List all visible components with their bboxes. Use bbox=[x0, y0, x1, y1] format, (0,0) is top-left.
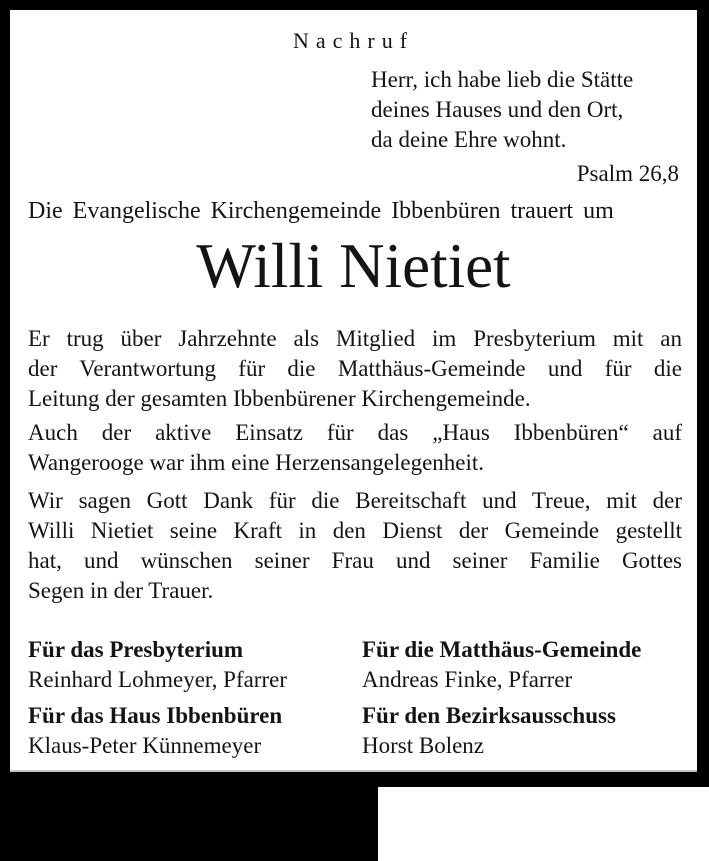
paragraph-line: hat, und wünschen seiner Frau und seiner Familie Gottes bbox=[28, 548, 682, 573]
paragraph-line: Wangerooge war ihm eine Herzensangelegenheit. bbox=[28, 450, 485, 475]
scripture-line: deines Hauses und den Ort, bbox=[371, 97, 624, 122]
paragraph-line: Segen in der Trauer. bbox=[28, 578, 214, 603]
scripture-line: da deine Ehre wohnt. bbox=[371, 127, 567, 152]
signature-entry bbox=[362, 635, 682, 695]
paragraph-line: Leitung der gesamten Ibbenbürener Kirchengemeinde. bbox=[28, 386, 531, 411]
signature-entry bbox=[362, 701, 682, 761]
kicker-heading: Nachruf bbox=[292, 28, 415, 53]
deceased-name: Willi Nietiet bbox=[196, 231, 511, 301]
signature-name: Horst Bolenz bbox=[362, 733, 485, 758]
scripture-line: Herr, ich habe lieb die Stätte bbox=[371, 67, 634, 92]
signature-entry bbox=[28, 635, 362, 695]
signature-role: Für das Presbyterium bbox=[28, 637, 244, 662]
intro-line: Die Evangelische Kirchengemeinde Ibbenbüren trauert um bbox=[28, 198, 614, 224]
paragraph bbox=[28, 486, 682, 606]
signature-name: Andreas Finke, Pfarrer bbox=[362, 667, 573, 692]
signature-columns bbox=[28, 635, 682, 767]
scripture-attribution: Psalm 26,8 bbox=[576, 161, 679, 186]
paragraph-line: der Verantwortung für die Matthäus-Gemeinde und für die bbox=[28, 356, 682, 381]
paragraph-line: Er trug über Jahrzehnte als Mitglied im Presbyterium mit an bbox=[28, 326, 682, 351]
signature-name: Klaus-Peter Künnemeyer bbox=[28, 733, 262, 758]
signature-column-right bbox=[362, 635, 682, 767]
adjacent-page-corner bbox=[378, 787, 709, 861]
signature-role: Für die Matthäus-Gemeinde bbox=[362, 637, 642, 662]
signature-name: Reinhard Lohmeyer, Pfarrer bbox=[28, 667, 287, 692]
paragraph-line: Auch der aktive Einsatz für das „Haus Ibbenbüren“ auf bbox=[28, 420, 682, 445]
paragraph bbox=[28, 418, 682, 478]
body-paragraphs bbox=[28, 324, 682, 610]
signature-entry bbox=[28, 701, 362, 761]
paragraph bbox=[28, 324, 682, 414]
signature-column-left bbox=[28, 635, 362, 767]
signature-role: Für den Bezirksausschuss bbox=[362, 703, 616, 728]
paragraph-line: Willi Nietiet seine Kraft in den Dienst der Gemeinde gestellt bbox=[28, 518, 682, 543]
signature-role: Für das Haus Ibbenbüren bbox=[28, 703, 283, 728]
scripture-quote bbox=[371, 65, 679, 189]
paragraph-line: Wir sagen Gott Dank für die Bereitschaft und Treue, mit der bbox=[28, 488, 682, 513]
obituary-card bbox=[10, 10, 697, 772]
